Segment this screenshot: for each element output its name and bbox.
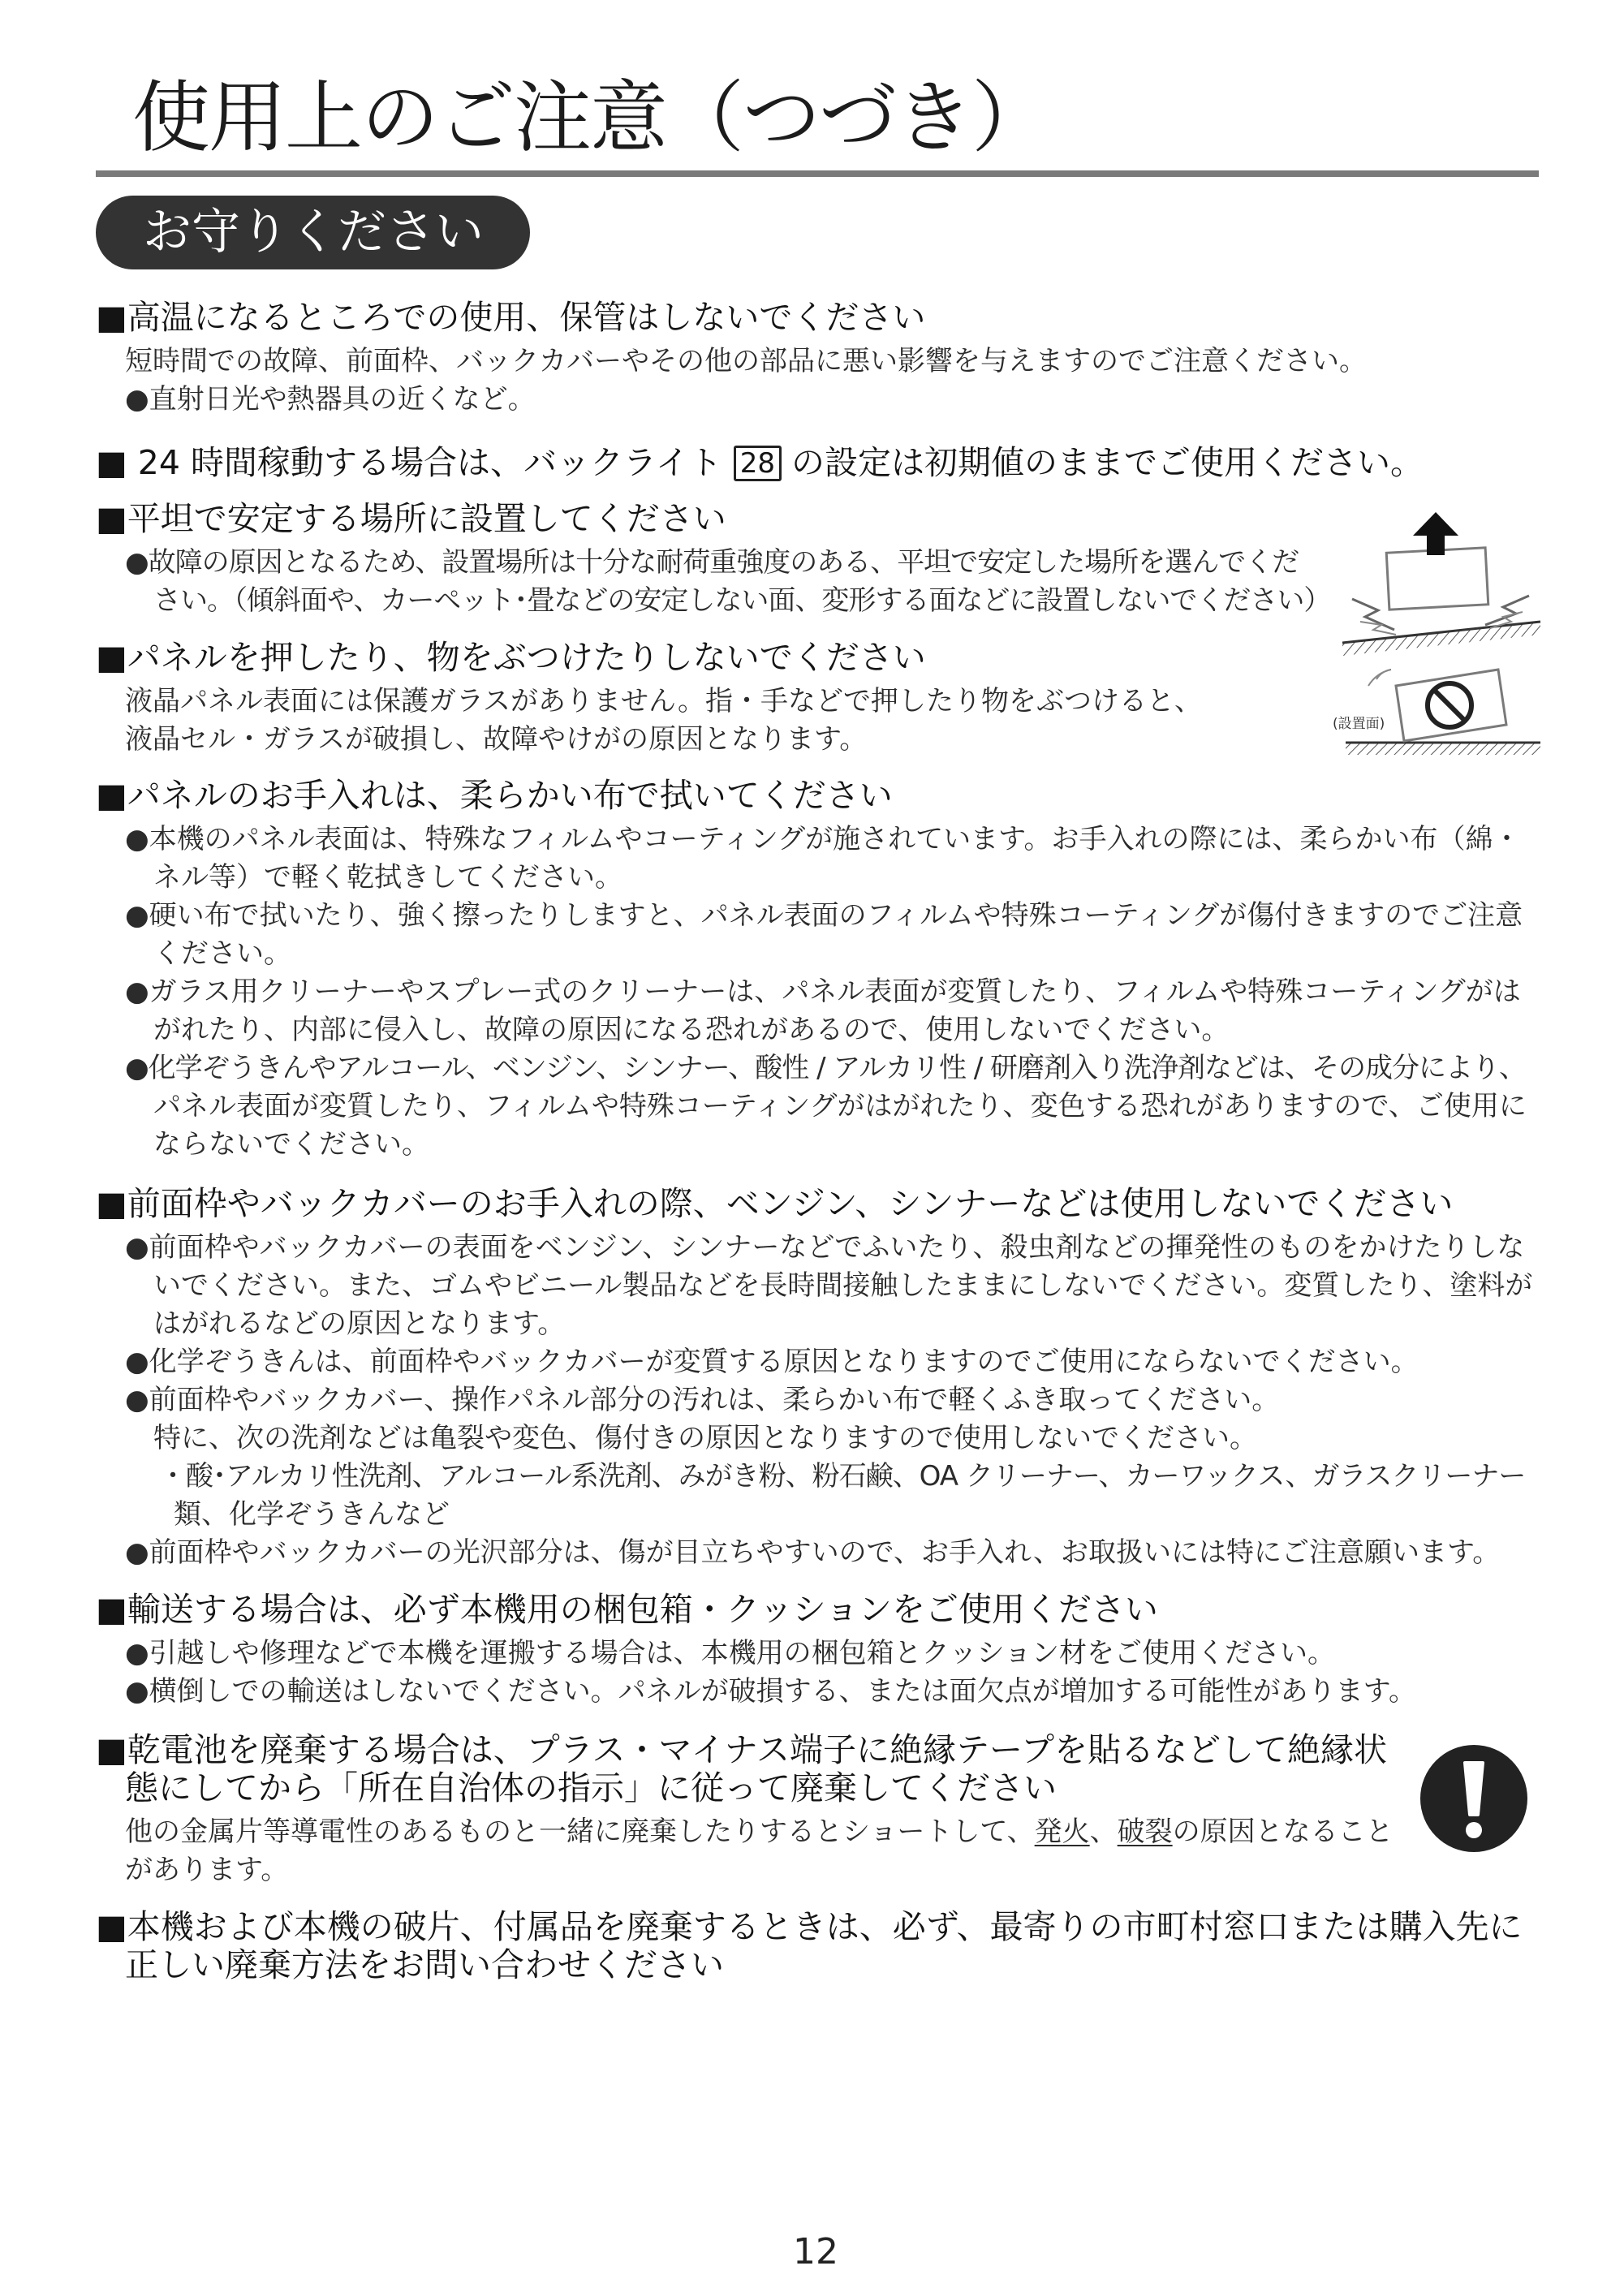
title-rule [96, 170, 1539, 177]
body-line: 特に、次の洗剤などは亀裂や変色、傷付きの原因となりますので使用しないでください。 [153, 1422, 1257, 1454]
monitor-outline [1386, 548, 1488, 610]
section-heading: ■パネルのお手入れは、柔らかい布で拭いてください [96, 776, 893, 815]
body-line: 短時間での故障、前面枠、バックカバーやその他の部品に悪い影響を与えますのでご注意ください。 [125, 345, 1367, 377]
body-text: の原因となること [1172, 1816, 1394, 1848]
section-24h-operation [0, 444, 1624, 482]
body-line: ●硬い布で拭いたり、強く擦ったりしますと、パネル表面のフィルムや特殊コーティングが傷付きますのでご注意 [125, 899, 1523, 932]
body-line: パネル表面が変質したり、フィルムや特殊コーティングがはがれたり、変色する恐れがありますので、ご使用に [153, 1090, 1527, 1122]
body-line: いでください。また、ゴムやビニール製品などを長時間接触したままにしないでください。変質したり、塗料が [153, 1269, 1533, 1302]
section-transport [0, 1591, 1624, 1711]
exclamation-icon [1419, 1743, 1529, 1854]
underlined-text: 破裂 [1117, 1816, 1173, 1848]
body-text: 他の金属片等導電性のあるものと一緒に廃棄したりするとショートして、 [125, 1816, 1035, 1848]
body-line: ●直射日光や熱器具の近くなど。 [125, 383, 536, 416]
section-high-temperature [0, 299, 1624, 419]
section-panel-cleaning [0, 777, 1624, 1164]
exclamation-icon-dot [1466, 1822, 1482, 1838]
body-line: はがれるなどの原因となります。 [153, 1307, 566, 1340]
uneven-surface-illustration [1338, 503, 1542, 657]
page-title: 使用上のご注意（つづき） [132, 72, 1048, 163]
section-heading: ■本機および本機の破片、付属品を廃棄するときは、必ず、最寄りの市町村窓口または購入先に [96, 1907, 1523, 1946]
section-heading: ■前面枠やバックカバーのお手入れの際、ベンジン、シンナーなどは使用しないでください [96, 1184, 1454, 1223]
ground-hatch [1346, 743, 1540, 755]
body-line: がれたり、内部に侵入し、故障の原因になる恐れがあるので、使用しないでください。 [153, 1014, 1230, 1046]
body-line: があります。 [125, 1854, 289, 1886]
body-line: ●化学ぞうきんは、前面枠やバックカバーが変質する原因となりますのでご使用にならないでください。 [125, 1346, 1419, 1378]
section-heading: ■平坦で安定する場所に設置してください [96, 499, 726, 538]
body-line: 液晶セル・ガラスが破損し、故障やけがの原因となります。 [125, 723, 868, 756]
body-line: ●前面枠やバックカバーの表面をベンジン、シンナーなどでふいたり、殺虫剤などの揮発性のものをかけたりしな [125, 1231, 1525, 1264]
section-badge [96, 196, 530, 269]
section-heading: 正しい廃棄方法をお問い合わせください [125, 1945, 724, 1984]
section-heading: ■乾電池を廃棄する場合は、プラス・マイナス端子に絶縁テープを貼るなどして絶縁状 [96, 1730, 1387, 1769]
heading-text: ■ 24 時間稼動する場合は、バックライト [96, 443, 722, 482]
section-heading: ■輸送する場合は、必ず本機用の梱包箱・クッションをご使用ください [96, 1590, 1158, 1629]
underlined-text: 発火 [1034, 1816, 1090, 1848]
section-heading: ■パネルを押したり、物をぶつけたりしないでください [96, 638, 926, 677]
body-line [0, 1813, 1624, 1851]
body-line: ・酸･アルカリ性洗剤、アルコール系洗剤、みがき粉、粉石鹸、OA クリーナー、カーワックス、ガラスクリーナー [159, 1460, 1526, 1493]
body-line: ●前面枠やバックカバー、操作パネル部分の汚れは、柔らかい布で軽くふき取ってください。 [125, 1384, 1280, 1416]
body-line: ください。 [153, 937, 291, 970]
section-badge-label: お守りください [143, 204, 484, 261]
body-line: 液晶パネル表面には保護ガラスがありません。指・手などで押したり物をぶつけると、 [125, 685, 1203, 717]
body-line: ●引越しや修理などで本機を運搬する場合は、本機用の梱包箱とクッション材をご使用ください。 [125, 1637, 1335, 1669]
mounting-surface-label: (設置面) [1333, 716, 1385, 732]
section-battery-disposal [0, 1731, 1624, 1889]
exclamation-icon-bar [1465, 1763, 1483, 1815]
section-frame-cleaning [0, 1185, 1624, 1572]
no-pressing-illustration [1331, 661, 1542, 763]
shock-right-icon [1485, 596, 1529, 625]
body-line: ●故障の原因となるため、設置場所は十分な耐荷重強度のある、平坦で安定した場所を選んでくだ [125, 546, 1299, 579]
body-line: ●前面枠やバックカバーの光沢部分は、傷が目立ちやすいので、お手入れ、お取扱いには特にご注意願います。 [125, 1536, 1501, 1569]
page-number: 12 [793, 2231, 838, 2272]
body-line: 類、化学ぞうきんなど [174, 1498, 450, 1531]
body-line: ●ガラス用クリーナーやスプレー式のクリーナーは、パネル表面が変質したり、フィルムや特殊コーティングがは [125, 976, 1521, 1008]
body-line: ●横倒しでの輸送はしないでください。パネルが破損する、または面欠点が増加する可能性があります。 [125, 1675, 1416, 1708]
body-line: ならないでください。 [153, 1128, 429, 1161]
vibration-marks [1368, 670, 1391, 686]
body-line: ●化学ぞうきんやアルコール、ベンジン、シンナー、酸性 / アルカリ性 / 研磨剤入り洗浄剤などは、その成分により、 [125, 1052, 1527, 1084]
section-product-disposal [0, 1908, 1624, 1984]
section-heading: 態にしてから「所在自治体の指示」に従って廃棄してください [125, 1768, 1057, 1807]
heading-text: の設定は初期値のままでご使用ください。 [791, 443, 1424, 482]
section-heading: ■高温になるところでの使用、保管はしないでください [96, 298, 926, 337]
body-line: ●本機のパネル表面は、特殊なフィルムやコーティングが施されています。お手入れの際には、柔らかい布（綿・ [125, 823, 1521, 855]
body-line: さい。（傾斜面や、カーペット･畳などの安定しない面、変形する面などに設置しないでください） [153, 584, 1331, 617]
page-reference-badge: 28 [734, 446, 782, 481]
body-line: ネル等）で軽く乾拭きしてください。 [153, 861, 622, 894]
section-heading [0, 444, 1624, 482]
body-text: 、 [1089, 1816, 1118, 1848]
